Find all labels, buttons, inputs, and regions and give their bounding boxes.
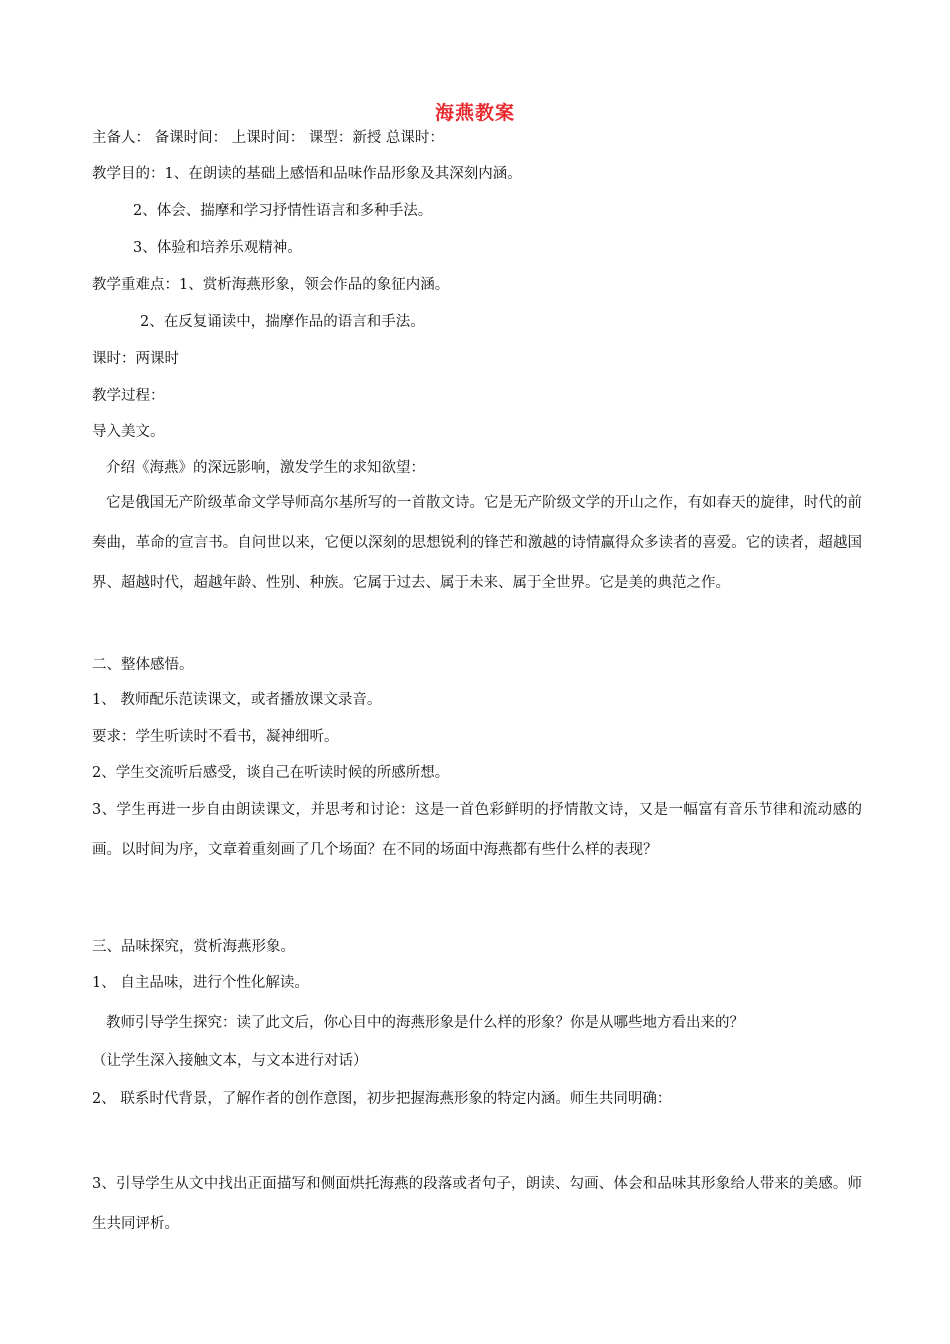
section1-intro: 介绍《海燕》的深远影响，激发学生的求知欲望： — [106, 460, 425, 476]
document-title: 海燕教案 — [434, 102, 515, 124]
section3-item-3: 3、引导学生从文中找出正面描写和侧面烘托海燕的段落或者句子，朗读、勾画、体会和品味其形象给人带来的美感。师生共同评析。 — [92, 1176, 862, 1232]
section3-heading: 三、品味探究，赏析海燕形象。 — [92, 939, 295, 955]
objectives-line: 教学目的：1、在朗读的基础上感悟和品味作品形象及其深刻内涵。 — [92, 166, 522, 182]
key-point-item-2: 2、在反复诵读中，揣摩作品的语言和手法。 — [140, 314, 425, 330]
key-points-line: 教学重难点：1、赏析海燕形象，领会作品的象征内涵。 — [92, 277, 450, 293]
class-hours: 课时：两课时 — [92, 351, 179, 367]
objective-item-2: 2、体会、揣摩和学习抒情性语言和多种手法。 — [133, 203, 433, 219]
section3-teacher-guide: 教师引导学生探究：读了此文后，你心目中的海燕形象是什么样的形象？你是从哪些地方看出来的？ — [106, 1015, 744, 1031]
section2-requirement: 要求：学生听读时不看书，凝神细听。 — [92, 729, 339, 745]
process-label: 教学过程： — [92, 388, 165, 404]
section2-item-3: 3、学生再进一步自由朗读课文，并思考和讨论：这是一首色彩鲜明的抒情散文诗，又是一幅富有音乐节律和流动感的画。以时间为序，文章着重刻画了几个场面？在不同的场面中海燕都有些什么样的表现？ — [92, 802, 862, 858]
section3-note: （让学生深入接触文本，与文本进行对话） — [92, 1053, 368, 1069]
section2-heading: 二、整体感悟。 — [92, 657, 194, 673]
section3-item-1: 1、 自主品味，进行个性化解读。 — [92, 975, 309, 991]
section2-item-2: 2、学生交流听后感受，谈自己在听读时候的所感所想。 — [92, 765, 450, 781]
objective-item-3: 3、体验和培养乐观精神。 — [133, 240, 302, 256]
section1-paragraph: 它是俄国无产阶级革命文学导师高尔基所写的一首散文诗。它是无产阶级文学的开山之作，有如春天的旋律，时代的前奏曲，革命的宣言书。自问世以来，它便以深刻的思想锐利的锋芒和激越的诗情赢得众多读者的喜爱。它的读者，超越国界、超越时代，超越年龄、性别、种族。它属于过去、属于未来、属于全世界。它是美的典范之作。 — [92, 495, 862, 591]
header-info: 主备人： 备课时间： 上课时间： 课型：新授 总课时： — [92, 130, 444, 146]
section2-item-1: 1、 教师配乐范读课文，或者播放课文录音。 — [92, 692, 382, 708]
section3-item-2: 2、 联系时代背景，了解作者的创作意图，初步把握海燕形象的特定内涵。师生共同明确： — [92, 1091, 672, 1107]
section1-heading: 导入美文。 — [92, 424, 165, 440]
